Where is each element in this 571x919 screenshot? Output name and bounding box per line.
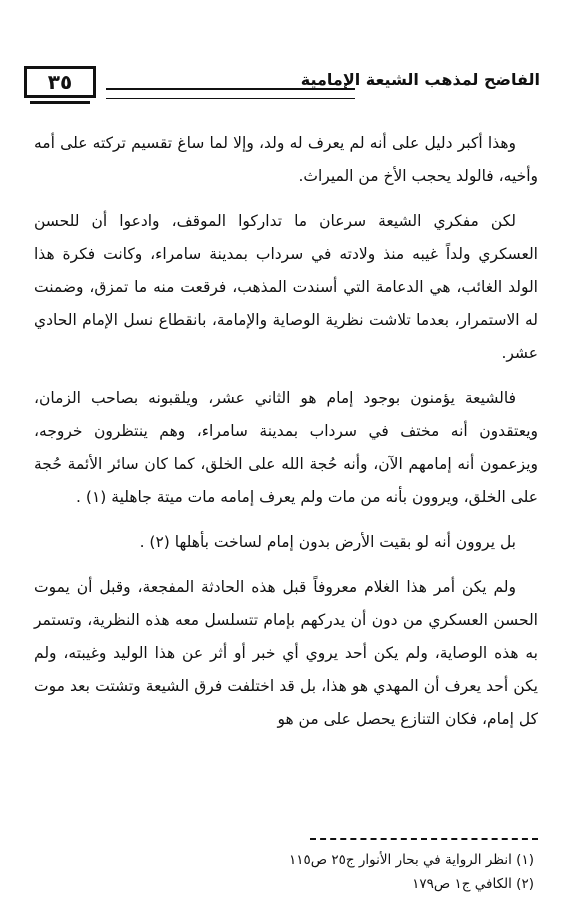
footnote: (١) انظر الرواية في بحار الأنوار ج٢٥ ص١١٥: [288, 852, 534, 868]
paragraph: ولم يكن أمر هذا الغلام معروفاً قبل هذه الحادثة المفجعة، وقبل أن يموت الحسن العسكري من دون أن يدركهم بإمام تتسلسل معه هذه النظرية، وتستمر به هذه الوصاية، ولم يكن أحد يروي أي خبر أو أثر عن هذا الوليد وغيبته، ولم يكن أحد يعرف أن المهدي هو هذا، بل قد اختلفت فرق الشيعة وتشتت بعد موت كل إمام، فكان التنازع يحصل على من هو: [34, 578, 538, 728]
body-text: [34, 127, 538, 736]
paragraph: فالشيعة يؤمنون بوجود إمام هو الثاني عشر، ويلقبونه بصاحب الزمان، ويعتقدون أنه مختف في سرداب بمدينة سامراء، وهم ينتظرون خروجه، ويزعمون أنه إمامهم الآن، وأنه حُجة الله على الخلق، كما كان سائر الأئمة حُجة على الخلق، ويروون بأنه من مات ولم يعرف إمامه مات ميتة جاهلية (١) .: [34, 389, 538, 506]
footnote-rule: [310, 838, 538, 840]
page-number: ٣٥: [47, 70, 73, 94]
running-title: الفاضح لمذهب الشيعة الإمامية: [300, 70, 540, 89]
header-rule: [106, 88, 355, 99]
page-header: [18, 66, 560, 108]
footnotes: [34, 838, 538, 896]
page-number-box: [24, 66, 96, 98]
paragraph: بل يروون أنه لو بقيت الأرض بدون إمام لساخت بأهلها (٢) .: [139, 533, 516, 551]
footnote: (٢) الكافي ج١ ص١٧٩: [412, 876, 534, 892]
paragraph: وهذا أكبر دليل على أنه لم يعرف له ولد، وإلا لما ساغ تقسيم تركته على أمه وأخيه، فالولد يحجب الأخ من الميراث.: [34, 134, 538, 185]
paragraph: لكن مفكري الشيعة سرعان ما تداركوا الموقف، وادعوا أن للحسن العسكري ولداً غيبه منذ ولادته في سرداب بمدينة سامراء، وكانت فكرة هذا الولد الغائب، هي الدعامة التي أسندت المذهب، فرقعت منه ما تمزق، وضمنت له الاستمرار، بعدما تلاشت نظرية الوصاية والإمامة، بانقطاع نسل الإمام الحادي عشر.: [34, 212, 538, 362]
